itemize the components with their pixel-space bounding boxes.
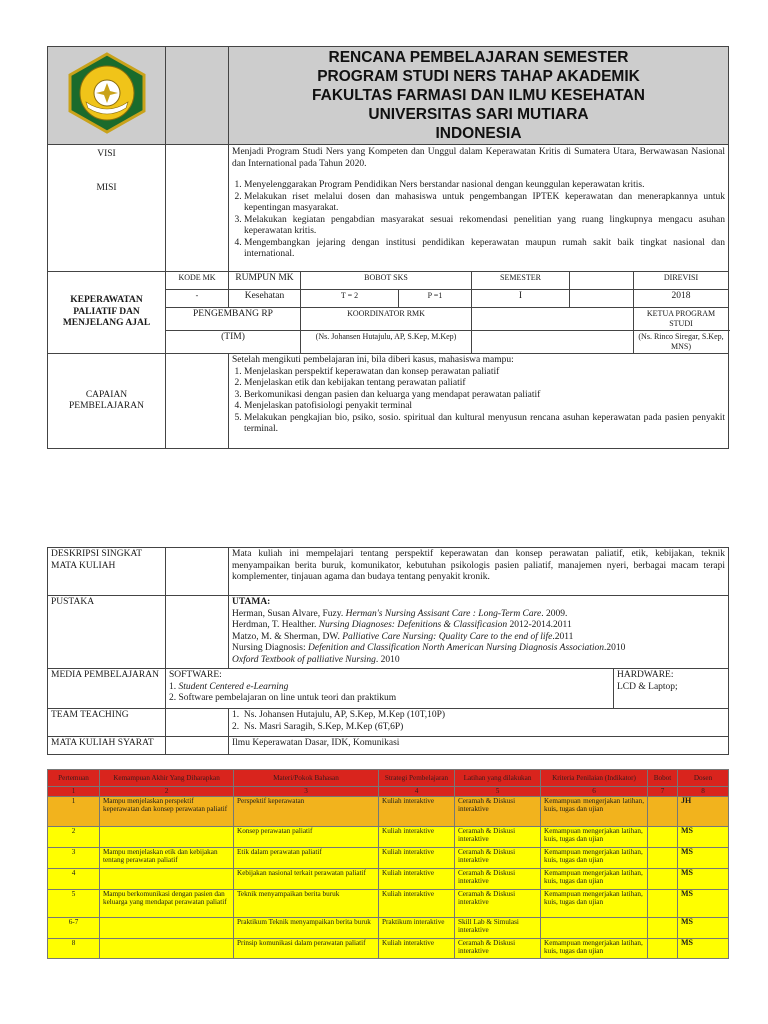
team-members [229, 709, 729, 737]
table-row [48, 827, 729, 848]
rps-description-table [47, 547, 729, 755]
software-item-text: Software pembelajaran on line untuk teori dan praktikum [178, 693, 397, 703]
table-row [48, 918, 729, 939]
cell-strategi: Kuliah interaktive [379, 827, 455, 848]
cell-materi: Etik dalam perawatan paliatif [234, 848, 379, 869]
blank-cell [570, 290, 634, 308]
col-number: 8 [678, 787, 729, 797]
capaian-row [48, 354, 729, 449]
pustaka-row [48, 596, 729, 669]
document-title [229, 47, 729, 145]
cell-kriteria [541, 918, 648, 939]
blank-cell [166, 47, 229, 145]
rumpun-mk-label: RUMPUN MK [229, 272, 301, 290]
ref-year: . 2009. [541, 608, 568, 619]
cell-latihan: Skill Lab & Simulasi interaktive [455, 918, 541, 939]
cell-dosen: MS [678, 890, 729, 918]
ref-year: .2010 [604, 643, 626, 653]
team-member: 2. Ns. Masri Saragih, S.Kep, M.Kep (6T,6P) [232, 721, 404, 732]
ref-year: 2012-2014.2011 [507, 620, 572, 630]
cell-bobot [648, 848, 678, 869]
title-line-3: FAKULTAS FARMASI DAN ILMU KESEHATAN [312, 87, 645, 104]
cell-materi: Konsep perawatan paliatif [234, 827, 379, 848]
koordinator-value: (Ns. Johansen Hutajulu, AP, S.Kep, M.Kep) [301, 331, 472, 354]
title-row [48, 47, 729, 145]
cell-dosen: MS [678, 827, 729, 848]
visi-misi-labels [48, 145, 166, 272]
col-header: Dosen [678, 770, 729, 787]
blank-cell [166, 145, 229, 272]
hardware-value: LCD & Laptop; [617, 681, 678, 692]
software-label: SOFTWARE: [169, 670, 222, 680]
kode-mk-value: - [166, 290, 229, 308]
table-row [48, 848, 729, 869]
capaian-item: 2. Menjelaskan etik dan kebijakan tentang perawatan paliatif [244, 378, 725, 390]
ref-year: .2011 [552, 631, 574, 642]
visi-misi-row [48, 145, 729, 272]
pustaka-ref [232, 620, 725, 632]
cell-materi: Kebijakan nasional terkait perawatan paliatif [234, 869, 379, 890]
cell-kemampuan [100, 939, 234, 959]
table-row [48, 797, 729, 827]
capaian-list [232, 367, 725, 436]
blank-cell [166, 709, 229, 737]
software-item-text: Student Centered e-Learning [178, 681, 289, 692]
col-number: 1 [48, 787, 100, 797]
cell-kriteria: Kemampuan mengerjakan latihan, kuis, tugas dan ujian [541, 869, 648, 890]
capaian-item: 5. Melakukan pengkajian bio, psiko, sosio. spiritual dan kultural menyusun rencana asuhan keperawatan pada pasien penyakit terminal. [244, 413, 725, 436]
title-line-1: RENCANA PEMBELAJARAN SEMESTER [328, 49, 629, 66]
col-number: 2 [100, 787, 234, 797]
pustaka-ref [232, 655, 725, 667]
blank-cell [166, 548, 229, 596]
cell-pertemuan: 6-7 [48, 918, 100, 939]
team-row [48, 709, 729, 737]
koordinator-label: KOORDINATOR RMK [301, 308, 472, 331]
syarat-label: MATA KULIAH SYARAT [48, 737, 166, 755]
cell-kriteria: Kemampuan mengerjakan latihan, kuis, tugas dan ujian [541, 890, 648, 918]
course-label-row [48, 272, 729, 290]
cell-dosen: MS [678, 869, 729, 890]
cell-materi: Praktikum Teknik menyampaikan berita buruk [234, 918, 379, 939]
ref-title: Defenition and Classification North American Nursing Diagnosis Association [308, 643, 605, 653]
cell-bobot [648, 869, 678, 890]
col-header: Latihan yang dilakukan [455, 770, 541, 787]
blank-cell [166, 354, 229, 449]
cell-strategi: Kuliah interaktive [379, 848, 455, 869]
team-member: 1. Ns. Johansen Hutajulu, AP, S.Kep, M.Kep (10T,10P) [232, 710, 446, 720]
cell-kriteria: Kemampuan mengerjakan latihan, kuis, tugas dan ujian [541, 939, 648, 959]
direvisi-label: DIREVISI [634, 272, 729, 290]
course-name: KEPERAWATAN PALIATIF DAN MENJELANG AJAL [48, 272, 166, 354]
cell-materi: Teknik menyampaikan berita buruk [234, 890, 379, 918]
cell-latihan: Ceramah & Diskusi interaktive [455, 890, 541, 918]
rumpun-mk-value: Kesehatan [229, 290, 301, 308]
misi-item: 4. Mengembangkan jejaring dengan institusi pendidikan keperawatan maupun rumah sakit baik tingkat nasional dan international. [244, 238, 725, 261]
semester-value: I [472, 290, 570, 308]
misi-item: 2. Melakukan riset melalui dosen dan mahasiswa untuk pengembangan IPTEK keperawatan dan menerapkannya untuk kepentingan masyarakat. [244, 192, 725, 215]
cell-strategi: Kuliah interaktive [379, 797, 455, 827]
table-row [48, 939, 729, 959]
visi-label: VISI [97, 149, 116, 159]
cell-pertemuan: 8 [48, 939, 100, 959]
capaian-content [229, 354, 729, 449]
cell-kriteria: Kemampuan mengerjakan latihan, kuis, tugas dan ujian [541, 827, 648, 848]
cell-dosen: MS [678, 918, 729, 939]
cell-pertemuan: 2 [48, 827, 100, 848]
cell-kemampuan [100, 918, 234, 939]
ref-title: Palliative Care Nursing: Quality Care to the end of life [342, 631, 553, 642]
cell-kriteria: Kemampuan mengerjakan latihan, kuis, tugas dan ujian [541, 848, 648, 869]
pustaka-label: PUSTAKA [48, 596, 166, 669]
cell-latihan: Ceramah & Diskusi interaktive [455, 827, 541, 848]
pustaka-heading: UTAMA: [232, 597, 271, 607]
logo-cell [48, 47, 166, 145]
col-header: Strategi Pembelajaran [379, 770, 455, 787]
misi-item: 3. Melakukan kegiatan pengabdian masyarakat sesuai rekomendasi penelitian yang ruang lingkupnya mengacu asuhan keperawatan kritis. [244, 215, 725, 238]
cell-latihan: Ceramah & Diskusi interaktive [455, 939, 541, 959]
software-item: 2. Software pembelajaran on line untuk teori dan praktikum [169, 693, 397, 703]
pustaka-ref [232, 632, 725, 644]
team-member-name: Ns. Johansen Hutajulu, AP, S.Kep, M.Kep (10T,10P) [243, 710, 446, 720]
ref-title: Nursing Diagnoses: Defenitions & Classificasion [318, 620, 508, 630]
hardware-label: HARDWARE: [617, 670, 674, 680]
title-line-4: UNIVERSITAS SARI MUTIARA [368, 106, 589, 123]
bobot-t-value: T = 2 [301, 290, 399, 308]
deskripsi-row [48, 548, 729, 596]
schedule-table [47, 769, 729, 959]
capaian-intro: Setelah mengikuti pembelajaran ini, bila diberi kasus, mahasiswa mampu: [232, 355, 514, 365]
col-number: 3 [234, 787, 379, 797]
cell-dosen: MS [678, 939, 729, 959]
direvisi-value: 2018 [634, 290, 729, 308]
cell-strategi: Praktikum interaktive [379, 918, 455, 939]
misi-label: MISI [96, 182, 117, 193]
col-header: Bobot [648, 770, 678, 787]
cell-pertemuan: 1 [48, 797, 100, 827]
blank-cell [570, 272, 634, 290]
title-line-2: PROGRAM STUDI NERS TAHAP AKADEMIK [317, 68, 640, 85]
cell-kemampuan [100, 827, 234, 848]
table-row [48, 890, 729, 918]
blank-cell [166, 737, 229, 755]
ref-author: Herman, Susan Alvare, Fuzy. [232, 608, 346, 619]
team-member-name: Ns. Masri Saragih, S.Kep, M.Kep (6T,6P) [243, 721, 404, 732]
cell-pertemuan: 4 [48, 869, 100, 890]
rps-header-table [47, 46, 729, 449]
capaian-item: 4. Menjelaskan patofisiologi penyakit terminal [244, 401, 725, 413]
misi-list [232, 180, 725, 261]
cell-strategi: Kuliah interaktive [379, 939, 455, 959]
capaian-item: 3. Berkomunikasi dengan pasien dan keluarga yang mendapat perawatan paliatif [244, 390, 725, 402]
cell-latihan: Ceramah & Diskusi interaktive [455, 848, 541, 869]
cell-bobot [648, 890, 678, 918]
media-label: MEDIA PEMBELAJARAN [48, 669, 166, 709]
col-header: Kriteria Penilaian (Indikator) [541, 770, 648, 787]
ref-author: Herdman, T. Healther. [232, 620, 319, 630]
cell-strategi: Kuliah interaktive [379, 869, 455, 890]
team-label: TEAM TEACHING [48, 709, 166, 737]
cell-kemampuan: Mampu menjelaskan perspektif keperawatan dan konsep perawatan paliatif [100, 797, 234, 827]
university-logo [66, 52, 148, 134]
software-item: 1. Student Centered e-Learning [169, 681, 289, 692]
kode-mk-label: KODE MK [166, 272, 229, 290]
visi-text: Menjadi Program Studi Ners yang Kompeten dan Unggul dalam Keperawatan Kritis di Sumatera Utara, Berwawasan Nasional dan International pada Tahun 2020. [232, 147, 726, 169]
media-row [48, 669, 729, 709]
pengembang-label: PENGEMBANG RP [166, 308, 301, 331]
table-row [48, 869, 729, 890]
deskripsi-label: DESKRIPSI SINGKAT MATA KULIAH [48, 548, 166, 596]
syarat-value: Ilmu Keperawatan Dasar, IDK, Komunikasi [229, 737, 729, 755]
col-header: Pertemuan [48, 770, 100, 787]
cell-materi: Prinsip komunikasi dalam perawatan paliatif [234, 939, 379, 959]
blank-cell [166, 596, 229, 669]
blank-cell [472, 308, 634, 331]
cell-kemampuan [100, 869, 234, 890]
cell-kemampuan: Mampu berkomunikasi dengan pasien dan keluarga yang mendapat perawatan paliatif [100, 890, 234, 918]
misi-item: 1. Menyelenggarakan Program Pendidikan Ners berstandar nasional dengan keunggulan keperawatan kritis. [244, 180, 725, 192]
bobot-p-value: P =1 [399, 290, 472, 308]
blank-cell [472, 331, 634, 354]
cell-bobot [648, 797, 678, 827]
cell-latihan: Ceramah & Diskusi interaktive [455, 869, 541, 890]
col-number: 7 [648, 787, 678, 797]
cell-dosen: JH [678, 797, 729, 827]
deskripsi-text: Mata kuliah ini mempelajari tentang perspektif keperawatan dan konsep perawatan paliatif, etik, kebijakan, teknik menyampaikan berita buruk, komunikator, kebutuhan psikologis pasien paliatif, manajemen nyeri, berbagai macam terapi komplementer, tinjauan agama dan budaya tentang penyakit kronik. [229, 548, 729, 596]
schedule-header-row [48, 770, 729, 787]
bobot-sks-label: BOBOT SKS [301, 272, 472, 290]
col-header: Kemampuan Akhir Yang Diharapkan [100, 770, 234, 787]
col-header: Materi/Pokok Bahasan [234, 770, 379, 787]
col-number: 5 [455, 787, 541, 797]
ketua-label: KETUA PROGRAM STUDI [634, 308, 729, 331]
pustaka-ref [232, 643, 725, 655]
media-hardware [614, 669, 729, 709]
ref-author: Nursing Diagnosis: [232, 643, 308, 653]
cell-kriteria: Kemampuan mengerjakan latihan, kuis, tugas dan ujian [541, 797, 648, 827]
semester-label: SEMESTER [472, 272, 570, 290]
capaian-item: 1. Menjelaskan perspektif keperawatan dan konsep perawatan paliatif [244, 367, 725, 379]
col-number: 4 [379, 787, 455, 797]
pengembang-value: (TIM) [166, 331, 301, 354]
pustaka-content [229, 596, 729, 669]
cell-bobot [648, 918, 678, 939]
cell-strategi: Kuliah interaktive [379, 890, 455, 918]
col-number: 6 [541, 787, 648, 797]
syarat-row [48, 737, 729, 755]
ref-author: Matzo, M. & Sherman, DW. [232, 631, 343, 642]
cell-bobot [648, 827, 678, 848]
ref-year: . 2010 [375, 654, 400, 665]
cell-bobot [648, 939, 678, 959]
title-line-5: INDONESIA [435, 125, 522, 142]
ketua-value: (Ns. Rinco Siregar, S.Kep, MNS) [634, 331, 729, 354]
visi-misi-content [229, 145, 729, 272]
cell-kemampuan: Mampu menjelaskan etik dan kebijakan tentang perawatan paliatif [100, 848, 234, 869]
media-software [166, 669, 614, 709]
ref-title: Herman's Nursing Assisant Care : Long-Term Care [345, 608, 542, 619]
cell-latihan: Ceramah & Diskusi interaktive [455, 797, 541, 827]
cell-dosen: MS [678, 848, 729, 869]
pustaka-ref [232, 609, 725, 621]
cell-pertemuan: 3 [48, 848, 100, 869]
cell-materi: Perspektif keperawatan [234, 797, 379, 827]
schedule-number-row [48, 787, 729, 797]
capaian-label: CAPAIAN PEMBELAJARAN [48, 354, 166, 449]
cell-pertemuan: 5 [48, 890, 100, 918]
ref-title: Oxford Textbook of palliative Nursing [232, 654, 376, 665]
